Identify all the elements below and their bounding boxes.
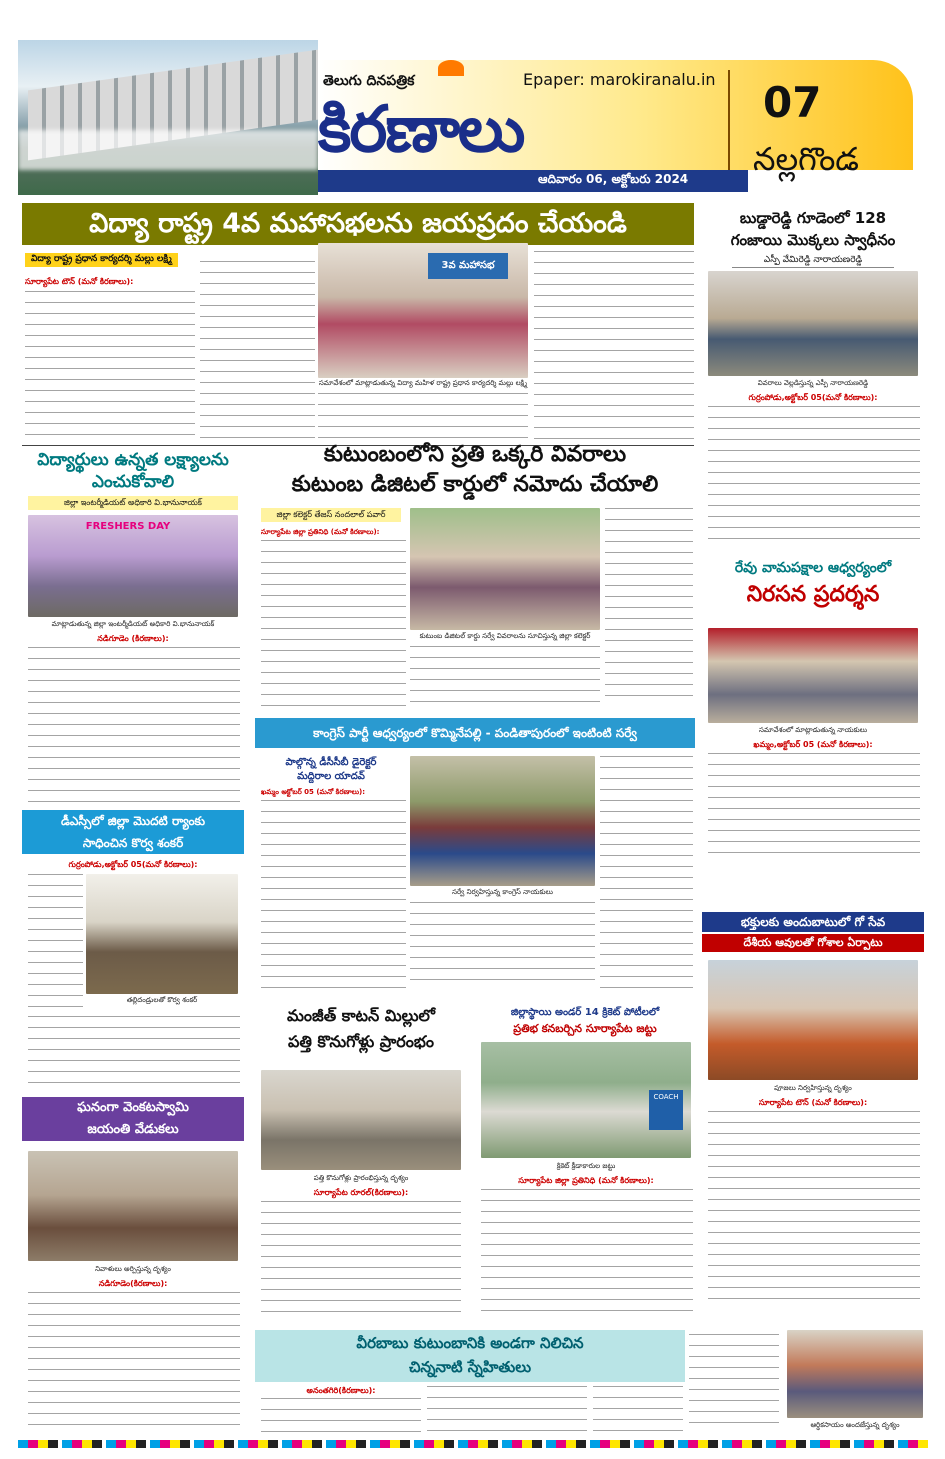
story11-dateline: నడిగూడెం(కిరణాలు): — [98, 1279, 168, 1288]
story12-text-col3 — [593, 1386, 683, 1432]
story3-text — [28, 647, 240, 802]
story5-photo — [708, 628, 918, 723]
story2-headline-line1: బుడ్డారెడ్డి గూడెంలో 128 — [739, 209, 887, 227]
story1-headline: విద్యా రాష్ట్ర 4వ మహాసభలను జయప్రదం చేయండి — [22, 203, 694, 245]
story1-caption: సమావేశంలో మాట్లాడుతున్న విద్యా మహిళ రాష్ట్ర ప్రధాన కార్యదర్శి మల్లు లక్ష్మి — [318, 379, 528, 387]
story11-text — [28, 1292, 240, 1426]
story8-photo — [708, 960, 918, 1080]
story3-photo — [28, 515, 238, 617]
story1-text-col1 — [25, 291, 195, 439]
story10-headline-line2: ప్రతిభ కనబర్చిన సూర్యాపేట జట్టు — [513, 1022, 657, 1035]
story8-caption: పూజలు నిర్వహిస్తున్న దృశ్యం — [774, 1084, 852, 1092]
story6-text-col1 — [261, 800, 406, 988]
story4-headline-line1: కుటుంబంలోని ప్రతి ఒక్కరి వివరాలు — [323, 442, 627, 467]
story6-caption: సర్వే నిర్వహిస్తున్న కాంగ్రెస్ నాయకులు — [452, 888, 553, 896]
story7-headline-line2: సాధించిన కొర్వ శంకర్ — [22, 832, 244, 854]
story2-headline-line2: గంజాయి మొక్కలు స్వాధీనం — [730, 231, 896, 249]
story2-dateline: గుర్రంపోడు,అక్టోబర్ 05(మనో కిరణాలు): — [748, 393, 878, 402]
story11-headline-line1: ఘనంగా వెంకటస్వామి — [22, 1097, 244, 1119]
story1-photo — [318, 243, 528, 378]
masthead-epaper-link[interactable]: Epaper: marokiranalu.in — [523, 70, 716, 89]
story1-dateline: సూర్యాపేట టౌన్ (మనో కిరణాలు): — [25, 277, 134, 286]
story-ganjayi-seized — [702, 203, 924, 553]
story3-banner: FRESHERS DAY — [85, 521, 171, 532]
story10-coach-label: COACH — [649, 1090, 683, 1130]
story12-caption: ఆర్థికసాయం అందజేస్తున్న దృశ్యం — [810, 1421, 900, 1429]
printer-color-bar — [18, 1440, 928, 1448]
story2-caption: వివరాలు వెల్లడిస్తున్న ఎస్పీ నారాయణరెడ్డి — [757, 379, 869, 387]
story1-text-col2 — [200, 261, 315, 439]
story3-headline-line1: విద్యార్థులు ఉన్నత లక్ష్యాలను — [37, 450, 229, 470]
story9-photo — [261, 1070, 461, 1170]
story4-photo — [410, 508, 600, 630]
story9-text — [261, 1201, 461, 1321]
story-veerababu — [255, 1330, 925, 1435]
story11-caption: నివాళులు అర్పిస్తున్న దృశ్యం — [95, 1265, 171, 1273]
story3-subhead: జిల్లా ఇంటర్మీడియట్ అధికారి వి.భానునాయక్ — [28, 496, 238, 510]
story9-headline-line1: మంజీత్ కాటన్ మిల్లులో — [286, 1006, 436, 1025]
story5-dateline: ఖమ్మం,అక్టోబర్ 05 (మనో కిరణాలు): — [753, 740, 873, 749]
story3-headline-line2: ఎంచుకోవాలి — [91, 472, 175, 492]
story5-text — [708, 753, 920, 858]
story5-headline-line1: రేవు వామపక్షాల ఆధ్వర్యంలో — [734, 560, 892, 576]
story4-text-col3 — [605, 508, 693, 706]
edition-city: నల్లగొండ — [753, 140, 859, 178]
masthead — [18, 40, 913, 195]
story1-subhead: విద్యా రాష్ట్ర ప్రధాన కార్యదర్శి మల్లు లక్ష్మి — [25, 253, 178, 267]
story12-text-col2 — [427, 1386, 587, 1432]
edition-date: ఆదివారం 06, అక్టోబరు 2024 — [538, 172, 689, 186]
story10-caption: క్రికెట్ క్రీడాకారుల జట్టు — [556, 1162, 616, 1170]
story10-text — [481, 1189, 693, 1321]
story7-text-col1 — [28, 874, 83, 1014]
story6-photo — [410, 756, 595, 886]
sun-logo-icon — [438, 60, 464, 76]
story6-subhead-line1: పాల్గొన్న డీసీసీబీ డైరెక్టర్ — [285, 757, 377, 768]
story4-headline-line2: కుటుంబ డిజిటల్ కార్డులో నమోదు చేయాలి — [291, 472, 659, 497]
story4-subhead: జిల్లా కలెక్టర్ తేజస్ నందలాల్ పవార్ — [261, 508, 401, 522]
story7-dateline: గుర్రంపోడు,అక్టోబర్ 05(మనో కిరణాలు): — [68, 860, 198, 869]
story12-headline-line1: వీరబాబు కుటుంబానికి అండగా నిలిచిన — [356, 1334, 584, 1352]
story6-text-col3 — [600, 756, 693, 988]
story6-text-col2 — [410, 902, 595, 988]
story-vidya-mahasabha — [22, 203, 694, 443]
story2-subhead: ఎస్పీ వేమిరెడ్డి నారాయణరెడ్డి — [732, 255, 894, 268]
story12-headline-line2: చిన్ననాటి స్నేహితులు — [408, 1358, 532, 1376]
story12-text-col1 — [261, 1398, 421, 1432]
story5-headline-line2: నిరసన ప్రదర్శన — [746, 582, 880, 607]
story2-text — [708, 406, 920, 549]
story9-headline-line2: పత్తి కొనుగోళ్లు ప్రారంభం — [287, 1032, 435, 1051]
story4-dateline: సూర్యాపేట జిల్లా ప్రతినిధి (మనో కిరణాలు): — [261, 528, 380, 536]
story1-banner: 3వ మహాసభ — [428, 253, 508, 279]
story9-dateline: సూర్యాపేట రూరల్(కిరణాలు): — [313, 1188, 409, 1197]
story12-dateline: అనంతగిరి(కిరణాలు): — [306, 1386, 376, 1395]
story4-caption: కుటుంబ డిజిటల్ కార్డు సర్వే వివరాలను సూచిస్తున్న జిల్లా కలెక్టర్ — [419, 632, 591, 640]
masthead-small-title: తెలుగు దినపత్రిక — [323, 73, 415, 89]
story7-caption: తల్లిదండ్రులతో కొర్వ శంకర్ — [126, 996, 198, 1004]
story-students-goals — [22, 450, 244, 805]
story8-headline-line1: భక్తులకు అందుబాటులో గో సేవ — [702, 912, 924, 932]
story11-headline-line2: జయంతి వేడుకలు — [22, 1119, 244, 1141]
story10-headline-line1: జిల్లాస్థాయి అండర్ 14 క్రికెట్ పోటీలలో — [510, 1007, 660, 1018]
story1-text-col4 — [534, 251, 694, 439]
story8-text — [708, 1111, 920, 1309]
story-cricket — [475, 1000, 695, 1325]
story6-dateline: ఖమ్మం అక్టోబర్ 05 (మనో కిరణాలు): — [261, 788, 366, 796]
story-dsc-rank — [22, 810, 244, 1090]
story7-photo — [86, 874, 238, 994]
story12-text-col4 — [689, 1334, 779, 1432]
story10-photo — [481, 1042, 691, 1158]
story-go-seva — [702, 912, 924, 1312]
story6-subhead-line2: మద్దిరాల యాదవ్ — [297, 771, 365, 782]
story7-headline-line1: డీఎస్సీలో జిల్లా మొదటి ర్యాంకు — [22, 810, 244, 832]
story2-photo — [708, 271, 918, 376]
story8-dateline: సూర్యాపేట టౌన్ (మనో కిరణాలు): — [758, 1098, 868, 1107]
story10-dateline: సూర్యాపేట జిల్లా ప్రతినిధి (మనో కిరణాలు): — [518, 1176, 654, 1185]
story8-headline-line2: దేశీయ ఆవులతో గోశాల ఏర్పాటు — [702, 934, 924, 952]
story5-caption: సమావేశంలో మాట్లాడుతున్న నాయకులు — [758, 726, 868, 734]
story7-text-col2 — [28, 1016, 240, 1088]
masthead-logo: కిరణాలు — [318, 93, 524, 167]
story4-text-col1 — [261, 540, 406, 706]
story4-text-col2 — [410, 646, 600, 706]
page-number: 07 — [763, 78, 822, 127]
story9-caption: పత్తి కొనుగోళ్లు ప్రారంభిస్తున్న దృశ్యం — [313, 1174, 409, 1182]
masthead-divider — [728, 70, 730, 180]
story3-dateline: నడిగూడెం (కిరణాలు): — [97, 634, 169, 643]
story11-photo — [28, 1151, 238, 1261]
masthead-dam-photo — [18, 40, 318, 195]
story-cotton-mill — [255, 1000, 467, 1325]
story12-photo — [787, 1330, 923, 1418]
story1-text-col3 — [318, 393, 528, 439]
story6-headline: కాంగ్రెస్ పార్టీ ఆధ్వర్యంలో కొమ్మినేపల్లి - పండితాపురంలో ఇంటింటి సర్వే — [255, 718, 695, 748]
story-jayanthi — [22, 1095, 244, 1430]
story-congress-survey — [255, 718, 695, 993]
story-protest — [702, 560, 924, 860]
story3-caption: మాట్లాడుతున్న జిల్లా ఇంటర్మీడియట్ అధికారి వి.భానునాయక్ — [51, 620, 215, 628]
story-digital-card — [255, 440, 695, 710]
